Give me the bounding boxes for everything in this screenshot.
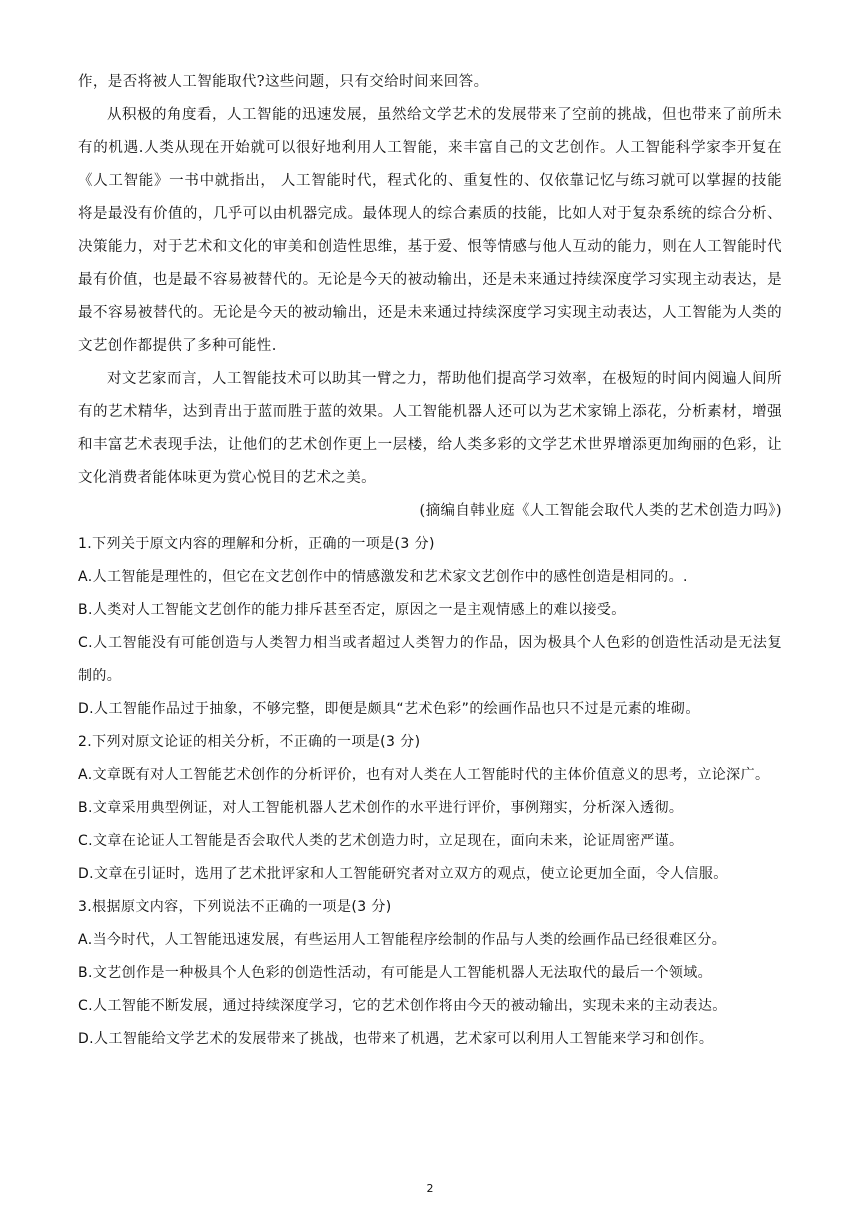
- question-option: D.人工智能给文学艺术的发展带来了挑战，也带来了机遇，艺术家可以利用人工智能来学习和创作。: [78, 1031, 714, 1047]
- passage-paragraph: 从积极的角度看，人工智能的迅速发展，虽然给文学艺术的发展带来了空前的挑战，但也带来了前所未有的机遇.人类从现在开始就可以很好地利用人工智能，来丰富自己的文艺创作。人工智能科学家李开复在《人工智能》一书中就指出， 人工智能时代，程式化的、重复性的、仅依靠记忆与练习就可以掌握的技能将是最没有价值的，几乎可以由机器完成。最体现人的综合素质的技能，比如人对于复杂系统的综合分析、决策能力，对于艺术和文化的审美和创造性思维，基于爱、恨等情感与他人互动的能力，则在人工智能时代最有价值，也是最不容易被替代的。无论是今天的被动输出，还是未来通过持续深度学习实现主动表达，是最不容易被替代的。无论是今天的被动输出，还是未来通过持续深度学习实现主动表达，人工智能为人类的文艺创作都提供了多种可能性.: [78, 107, 782, 354]
- question-option: B.文章采用典型例证，对人工智能机器人艺术创作的水平进行评价，事例翔实，分析深入透彻。: [78, 800, 684, 816]
- question-option: B.文艺创作是一种极具个人色彩的创造性活动，有可能是人工智能机器人无法取代的最后一个领域。: [78, 965, 713, 981]
- question-option: D.人工智能作品过于抽象，不够完整，即便是颇具“艺术色彩”的绘画作品也只不过是元素的堆砌。: [78, 701, 700, 717]
- question-option: A.文章既有对人工智能艺术创作的分析评价，也有对人类在人工智能时代的主体价值意义的思考，立论深广。: [78, 767, 770, 783]
- question-option: A.当今时代，人工智能迅速发展，有些运用人工智能程序绘制的作品与人类的绘画作品已经很难区分。: [78, 932, 727, 948]
- question-stem: 2.下列对原文论证的相关分析，不正确的一项是(3 分): [78, 734, 421, 750]
- passage-source: (摘编自韩业庭《人工智能会取代人类的艺术创造力吗》): [419, 503, 782, 519]
- question-option: A.人工智能是理性的，但它在文艺创作中的情感激发和艺术家文艺创作中的感性创造是相同的。.: [78, 569, 688, 585]
- document-body: [78, 66, 782, 1056]
- question-option: B.人类对人工智能文艺创作的能力排斥甚至否定，原因之一是主观情感上的难以接受。: [78, 602, 626, 618]
- question-option: D.文章在引证时，选用了艺术批评家和人工智能研究者对立双方的观点，使立论更加全面，令人信服。: [78, 866, 728, 882]
- question-option: C.人工智能不断发展，通过持续深度学习，它的艺术创作将由今天的被动输出，实现未来的主动表达。: [78, 998, 727, 1014]
- passage-paragraph: 作，是否将被人工智能取代?这些问题，只有交给时间来回答。: [78, 74, 489, 90]
- question-stem: 1.下列关于原文内容的理解和分析，正确的一项是(3 分): [78, 536, 435, 552]
- question-option: C.文章在论证人工智能是否会取代人类的艺术创造力时，立足现在，面向未来，论证周密严谨。: [78, 833, 684, 849]
- question-option: C.人工智能没有可能创造与人类智力相当或者超过人类智力的作品，因为极具个人色彩的创造性活动是无法复制的。: [78, 635, 782, 684]
- page-number: 2: [426, 1182, 434, 1195]
- question-stem: 3.根据原文内容，下列说法不正确的一项是(3 分): [78, 899, 392, 915]
- passage-paragraph: 对文艺家而言，人工智能技术可以助其一臂之力，帮助他们提高学习效率，在极短的时间内阅遍人间所有的艺术精华，达到青出于蓝而胜于蓝的效果。人工智能机器人还可以为艺术家锦上添花，分析素材，增强和丰富艺术表现手法，让他们的艺术创作更上一层楼，给人类多彩的文学艺术世界增添更加绚丽的色彩，让文化消费者能体味更为赏心悦目的艺术之美。: [78, 371, 782, 486]
